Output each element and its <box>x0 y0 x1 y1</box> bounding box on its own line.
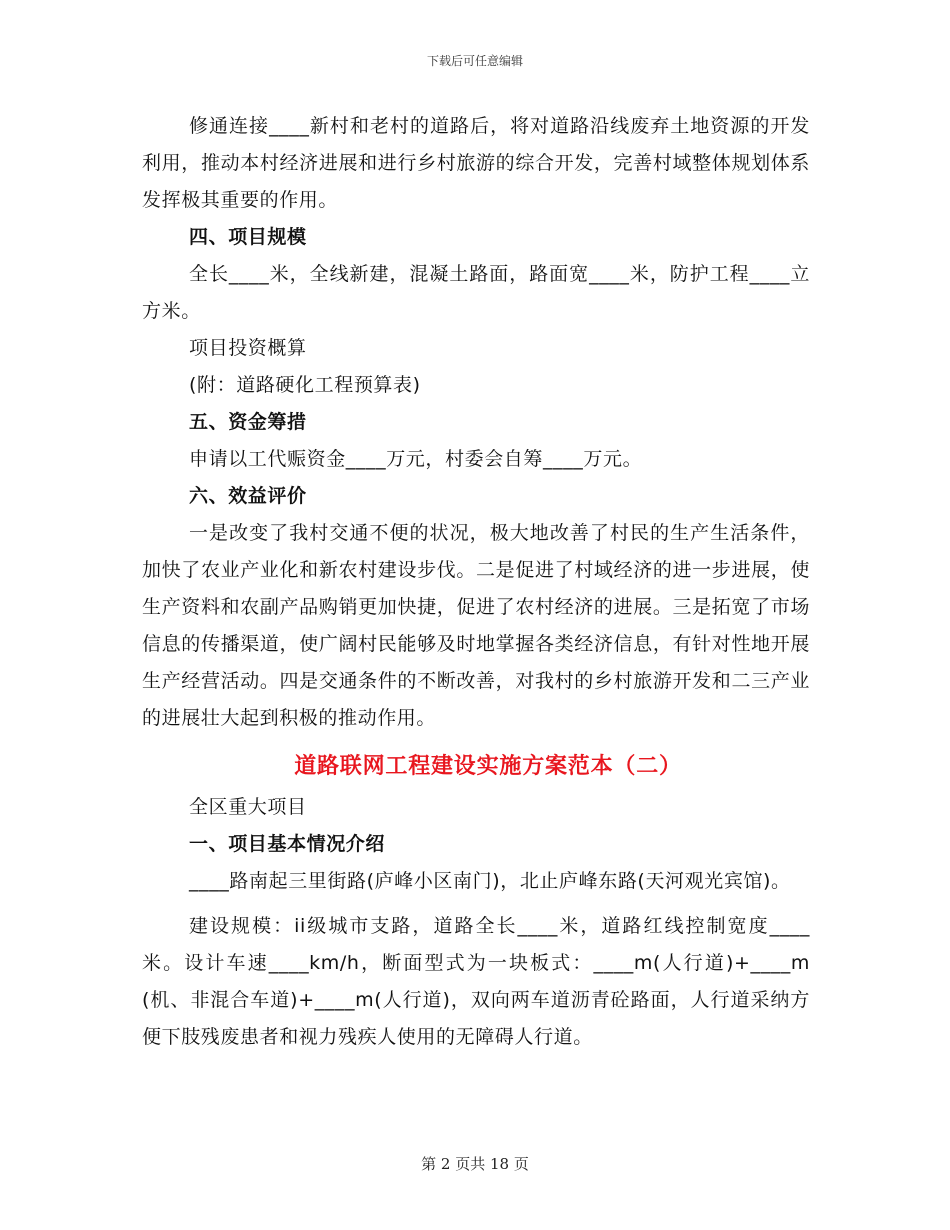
heading-benefit-evaluation: 六、效益评价 <box>189 485 307 507</box>
paragraph-investment-estimate: 项目投资概算 <box>189 337 307 359</box>
paragraph-budget-note: (附：道路硬化工程预算表) <box>189 374 421 396</box>
paragraph-road-location: ____路南起三里街路(庐峰小区南门)，北止庐峰东路(天河观光宾馆)。 <box>189 870 791 892</box>
document-body <box>142 108 810 1056</box>
page-footer: 第 2 页共 18 页 <box>421 1155 529 1173</box>
page-header: 下载后可任意编辑 <box>426 54 523 68</box>
paragraph-benefits: 一是改变了我村交通不便的状况，极大地改善了村民的生产生活条件，加快了农业产业化和新农村建设步伐。二是促进了村域经济的进一步进展，使生产资料和农副产品购销更加快捷，促进了农村经济的进展。三是拓宽了市场信息的传播渠道，使广阔村民能够及时地掌握各类经济信息，有针对性地开展生产经营活动。四是交通条件的不断改善，对我村的乡村旅游开发和二三产业的进展壮大起到积极的推动作用。 <box>142 522 810 729</box>
section-title: 道路联网工程建设实施方案范本（二） <box>294 754 682 779</box>
paragraph-scale-details: 全长____米，全线新建，混凝土路面，路面宽____米，防护工程____立方米。 <box>142 263 810 322</box>
heading-funding: 五、资金筹措 <box>189 411 307 433</box>
paragraph-major-project: 全区重大项目 <box>189 796 307 818</box>
heading-project-intro: 一、项目基本情况介绍 <box>189 833 386 855</box>
paragraph-road-connection: 修通连接____新村和老村的道路后，将对道路沿线废弃土地资源的开发利用，推动本村经济进展和进行乡村旅游的综合开发，完善村域整体规划体系发挥极其重要的作用。 <box>142 115 810 211</box>
heading-project-scale: 四、项目规模 <box>189 226 307 248</box>
paragraph-construction-scale: 建设规模：ii级城市支路，道路全长____米，道路红线控制宽度____米。设计车速____km/h，断面型式为一块板式：____m(人行道)+____m(机、非混合车道)+____m(人行道)，双向两车道沥青砼路面，人行道采纳方便下肢残废患者和视力残疾人使用的无障碍人行道。 <box>142 915 810 1048</box>
paragraph-funding-details: 申请以工代赈资金____万元，村委会自筹____万元。 <box>189 448 643 470</box>
